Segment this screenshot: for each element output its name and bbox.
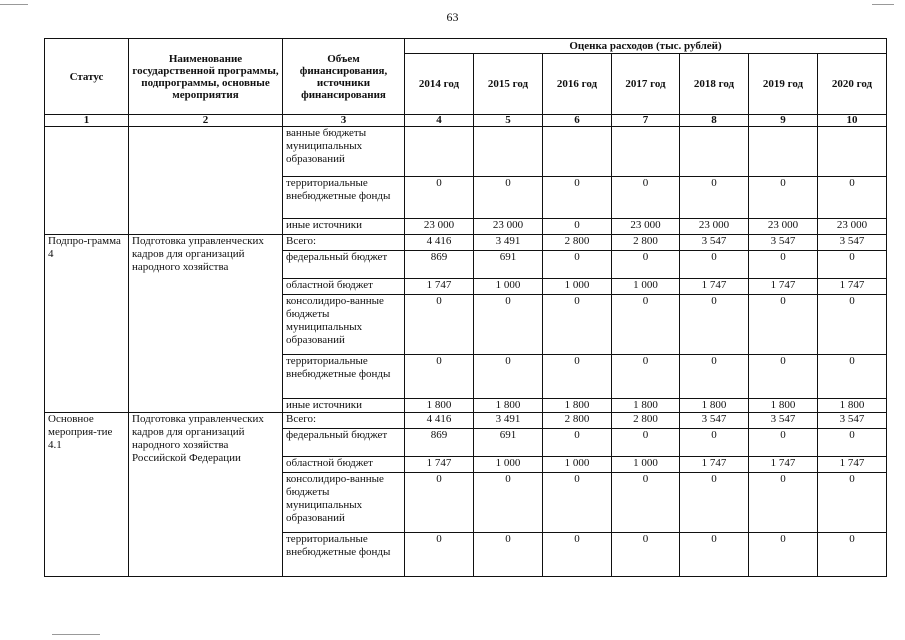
table-body — [45, 127, 887, 577]
value-cell: 1 747 — [405, 279, 474, 295]
value-cell: 0 — [612, 355, 680, 399]
funding-source-cell: иные источники — [283, 219, 405, 235]
value-cell: 1 000 — [474, 279, 543, 295]
status-cell: Подпро-грамма 4 — [45, 235, 129, 413]
value-cell: 1 747 — [749, 279, 818, 295]
column-number: 2 — [129, 115, 283, 127]
funding-source-cell: территориальные внебюджетные фонды — [283, 177, 405, 219]
value-cell: 1 800 — [405, 399, 474, 413]
value-cell: 23 000 — [818, 219, 887, 235]
value-cell: 23 000 — [749, 219, 818, 235]
value-cell: 0 — [749, 177, 818, 219]
header-year: 2019 год — [749, 54, 818, 115]
value-cell: 23 000 — [405, 219, 474, 235]
value-cell: 691 — [474, 251, 543, 279]
status-cell: Основное мероприя-тие 4.1 — [45, 413, 129, 577]
value-cell: 4 416 — [405, 413, 474, 429]
value-cell: 3 547 — [818, 413, 887, 429]
value-cell: 1 800 — [818, 399, 887, 413]
value-cell: 1 800 — [543, 399, 612, 413]
funding-source-cell: консолидиро-ванные бюджеты муниципальных образований — [283, 295, 405, 355]
value-cell: 0 — [749, 355, 818, 399]
funding-source-cell: территориальные внебюджетные фонды — [283, 355, 405, 399]
budget-table — [44, 38, 887, 577]
value-cell — [749, 127, 818, 177]
value-cell: 4 416 — [405, 235, 474, 251]
header-year: 2018 год — [680, 54, 749, 115]
column-number: 3 — [283, 115, 405, 127]
value-cell: 1 800 — [680, 399, 749, 413]
value-cell: 0 — [612, 473, 680, 533]
header-year: 2014 год — [405, 54, 474, 115]
header-status: Статус — [45, 39, 129, 115]
value-cell — [680, 127, 749, 177]
value-cell: 0 — [474, 533, 543, 577]
header-year: 2015 год — [474, 54, 543, 115]
value-cell: 0 — [818, 177, 887, 219]
value-cell: 3 547 — [680, 413, 749, 429]
funding-source-cell: областной бюджет — [283, 279, 405, 295]
program-name-cell — [129, 127, 283, 235]
table-row — [45, 413, 887, 429]
value-cell: 1 747 — [680, 457, 749, 473]
value-cell — [612, 127, 680, 177]
funding-source-cell: территориальные внебюджетные фонды — [283, 533, 405, 577]
value-cell: 3 491 — [474, 413, 543, 429]
value-cell: 0 — [612, 251, 680, 279]
value-cell: 0 — [405, 533, 474, 577]
column-number: 1 — [45, 115, 129, 127]
header-program-name: Наименование государственной программы, подпрограммы, основные мероприятия — [129, 39, 283, 115]
value-cell — [405, 127, 474, 177]
value-cell: 1 000 — [543, 457, 612, 473]
value-cell: 0 — [543, 295, 612, 355]
value-cell: 0 — [680, 295, 749, 355]
value-cell: 0 — [543, 429, 612, 457]
scan-artifact — [0, 4, 28, 5]
value-cell: 0 — [818, 251, 887, 279]
funding-source-cell: федеральный бюджет — [283, 251, 405, 279]
value-cell: 0 — [612, 429, 680, 457]
value-cell: 1 747 — [680, 279, 749, 295]
value-cell: 0 — [818, 355, 887, 399]
value-cell: 869 — [405, 251, 474, 279]
scan-artifact — [872, 4, 894, 5]
value-cell: 0 — [749, 473, 818, 533]
funding-source-cell: консолидиро-ванные бюджеты муниципальных образований — [283, 473, 405, 533]
column-number: 8 — [680, 115, 749, 127]
column-number: 10 — [818, 115, 887, 127]
value-cell: 1 000 — [612, 279, 680, 295]
value-cell: 0 — [474, 473, 543, 533]
column-number-row — [45, 115, 887, 127]
value-cell: 1 747 — [405, 457, 474, 473]
status-cell — [45, 127, 129, 235]
value-cell: 1 800 — [749, 399, 818, 413]
value-cell: 0 — [680, 355, 749, 399]
value-cell: 0 — [405, 177, 474, 219]
column-number: 6 — [543, 115, 612, 127]
value-cell: 0 — [818, 473, 887, 533]
value-cell: 869 — [405, 429, 474, 457]
value-cell: 0 — [680, 473, 749, 533]
value-cell: 3 547 — [749, 235, 818, 251]
value-cell: 0 — [612, 295, 680, 355]
value-cell: 0 — [818, 429, 887, 457]
page-number: 63 — [446, 10, 459, 24]
value-cell: 0 — [543, 177, 612, 219]
value-cell: 691 — [474, 429, 543, 457]
funding-source-cell: ванные бюджеты муниципальных образований — [283, 127, 405, 177]
funding-source-cell: Всего: — [283, 235, 405, 251]
value-cell: 1 000 — [474, 457, 543, 473]
header-year: 2016 год — [543, 54, 612, 115]
value-cell: 2 800 — [543, 413, 612, 429]
value-cell: 0 — [680, 533, 749, 577]
value-cell: 23 000 — [612, 219, 680, 235]
value-cell: 0 — [749, 533, 818, 577]
value-cell: 0 — [543, 533, 612, 577]
value-cell: 0 — [543, 473, 612, 533]
funding-source-cell: областной бюджет — [283, 457, 405, 473]
value-cell: 0 — [405, 295, 474, 355]
value-cell: 3 547 — [749, 413, 818, 429]
value-cell: 0 — [612, 533, 680, 577]
funding-source-cell: Всего: — [283, 413, 405, 429]
value-cell: 0 — [405, 473, 474, 533]
value-cell: 0 — [818, 533, 887, 577]
value-cell: 1 747 — [818, 457, 887, 473]
scan-artifact — [52, 634, 100, 635]
value-cell: 0 — [680, 177, 749, 219]
value-cell: 0 — [474, 295, 543, 355]
value-cell: 1 800 — [474, 399, 543, 413]
value-cell: 2 800 — [612, 413, 680, 429]
table-header — [45, 39, 887, 127]
value-cell: 23 000 — [474, 219, 543, 235]
value-cell: 2 800 — [543, 235, 612, 251]
value-cell: 0 — [749, 295, 818, 355]
header-funding-source: Объем финансирования, источники финансирования — [283, 39, 405, 115]
value-cell: 0 — [612, 177, 680, 219]
value-cell: 0 — [543, 251, 612, 279]
funding-source-cell: федеральный бюджет — [283, 429, 405, 457]
value-cell: 0 — [749, 429, 818, 457]
table-row — [45, 127, 887, 177]
value-cell: 3 547 — [680, 235, 749, 251]
value-cell: 1 000 — [612, 457, 680, 473]
value-cell: 3 547 — [818, 235, 887, 251]
value-cell: 0 — [818, 295, 887, 355]
value-cell: 1 747 — [749, 457, 818, 473]
column-number: 7 — [612, 115, 680, 127]
column-number: 5 — [474, 115, 543, 127]
value-cell: 0 — [474, 177, 543, 219]
program-name-cell: Подготовка управленческих кадров для организаций народного хозяйства Российской Федерации — [129, 413, 283, 577]
value-cell: 3 491 — [474, 235, 543, 251]
value-cell — [543, 127, 612, 177]
value-cell: 0 — [749, 251, 818, 279]
header-cost-estimate: Оценка расходов (тыс. рублей) — [405, 39, 887, 54]
value-cell: 1 000 — [543, 279, 612, 295]
program-name-cell: Подготовка управленческих кадров для организаций народного хозяйства — [129, 235, 283, 413]
value-cell — [474, 127, 543, 177]
value-cell — [818, 127, 887, 177]
value-cell: 1 800 — [612, 399, 680, 413]
table-row — [45, 235, 887, 251]
funding-source-cell: иные источники — [283, 399, 405, 413]
value-cell: 2 800 — [612, 235, 680, 251]
value-cell: 0 — [543, 219, 612, 235]
value-cell: 0 — [474, 355, 543, 399]
value-cell: 1 747 — [818, 279, 887, 295]
value-cell: 0 — [543, 355, 612, 399]
value-cell: 0 — [680, 251, 749, 279]
value-cell: 23 000 — [680, 219, 749, 235]
value-cell: 0 — [405, 355, 474, 399]
header-year: 2020 год — [818, 54, 887, 115]
header-year: 2017 год — [612, 54, 680, 115]
value-cell: 0 — [680, 429, 749, 457]
column-number: 9 — [749, 115, 818, 127]
column-number: 4 — [405, 115, 474, 127]
